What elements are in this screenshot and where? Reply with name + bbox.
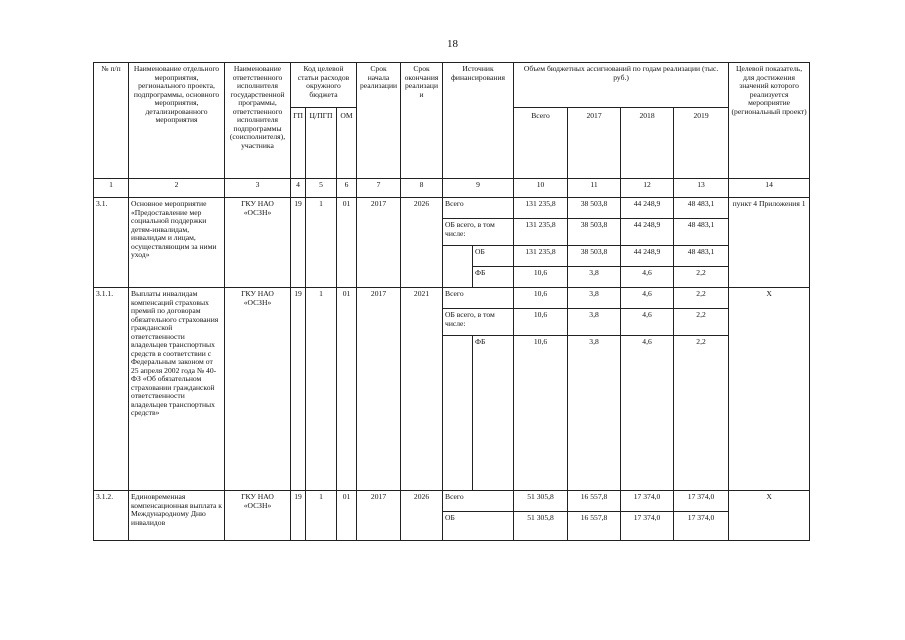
- header-total: Всего: [514, 108, 568, 179]
- source-indent: [443, 336, 473, 491]
- colnum: 12: [621, 179, 674, 198]
- row-cpgp: 1: [306, 198, 337, 288]
- colnum: 11: [568, 179, 621, 198]
- colnum: 5: [306, 179, 337, 198]
- row-gp: 19: [291, 288, 306, 491]
- value-2019: 2,2: [674, 267, 729, 288]
- value-2018: 17 374,0: [621, 491, 674, 512]
- header-executor: Наименование ответственного исполнителя государственной программы, ответственного исполнителя подпрограммы (соисполнителя), участника: [225, 63, 291, 179]
- row-name: Выплаты инвалидам компенсаций страховых премий по договорам обязательного страхования гражданской ответственности владельцев транспортных средств в соответствии с Федеральным законом от 25 апреля 2002 года № 40-ФЗ «Об обязательном страховании гражданской ответственности владельцев транспортных средств»: [129, 288, 225, 491]
- row-executor: ГКУ НАО «ОСЗН»: [225, 288, 291, 491]
- header-code-om: ОМ: [337, 108, 357, 179]
- row-om: 01: [337, 288, 357, 491]
- value-2019: 17 374,0: [674, 491, 729, 512]
- source-label: ОБ всего, в том числе:: [443, 309, 514, 336]
- source-label: Всего: [443, 491, 514, 512]
- row-name: Единовременная компенсационная выплата к Международному Дню инвалидов: [129, 491, 225, 541]
- source-label: ФБ: [473, 267, 514, 288]
- colnum: 1: [94, 179, 129, 198]
- value-2019: 2,2: [674, 288, 729, 309]
- colnum: 9: [443, 179, 514, 198]
- value-2017: 3,8: [568, 336, 621, 491]
- row-cpgp: 1: [306, 491, 337, 541]
- header-code-gp: ГП: [291, 108, 306, 179]
- value-2019: 48 483,1: [674, 246, 729, 267]
- source-label: ОБ: [473, 246, 514, 267]
- header-year-2018: 2018: [621, 108, 674, 179]
- colnum: 14: [729, 179, 810, 198]
- value-2019: 2,2: [674, 336, 729, 491]
- row-om: 01: [337, 198, 357, 288]
- header-source: Источник финансирования: [443, 63, 514, 179]
- budget-table: [93, 62, 810, 541]
- source-label: Всего: [443, 198, 514, 219]
- row-om: 01: [337, 491, 357, 541]
- colnum: 10: [514, 179, 568, 198]
- table-row: [94, 491, 810, 512]
- value-total: 131 235,8: [514, 246, 568, 267]
- value-2018: 44 248,9: [621, 219, 674, 246]
- row-end: 2026: [401, 491, 443, 541]
- value-total: 10,6: [514, 267, 568, 288]
- row-num: 3.1.2.: [94, 491, 129, 541]
- header-end: Срок окончания реализации: [401, 63, 443, 179]
- header-name: Наименование отдельного мероприятия, регионального проекта, подпрограммы, основного мероприятия, детализированного мероприятия: [129, 63, 225, 179]
- header-year-2017: 2017: [568, 108, 621, 179]
- value-2019: 2,2: [674, 309, 729, 336]
- value-2017: 38 503,8: [568, 219, 621, 246]
- colnum: 4: [291, 179, 306, 198]
- row-indicator: Х: [729, 491, 810, 541]
- value-total: 51 305,8: [514, 491, 568, 512]
- colnum: 3: [225, 179, 291, 198]
- header-start: Срок начала реализации: [357, 63, 401, 179]
- row-indicator: пункт 4 Приложения 1: [729, 198, 810, 288]
- source-label: ОБ: [443, 512, 514, 541]
- value-total: 10,6: [514, 288, 568, 309]
- row-end: 2026: [401, 198, 443, 288]
- header-indicator: Целевой показатель, для достижения значений которого реализуется мероприятие (региональный проект): [729, 63, 810, 179]
- value-2019: 17 374,0: [674, 512, 729, 541]
- header-year-2019: 2019: [674, 108, 729, 179]
- source-label: Всего: [443, 288, 514, 309]
- source-label: ФБ: [473, 336, 514, 491]
- header-budget-group: Объем бюджетных ассигнований по годам реализации (тыс. руб.): [514, 63, 729, 108]
- value-total: 10,6: [514, 309, 568, 336]
- table-row: [94, 198, 810, 219]
- value-2018: 4,6: [621, 336, 674, 491]
- page-number: 18: [447, 38, 458, 50]
- value-2018: 4,6: [621, 309, 674, 336]
- value-2019: 48 483,1: [674, 198, 729, 219]
- colnum: 6: [337, 179, 357, 198]
- value-2018: 4,6: [621, 288, 674, 309]
- source-indent: [443, 246, 473, 288]
- colnum: 13: [674, 179, 729, 198]
- value-total: 51 305,8: [514, 512, 568, 541]
- value-2018: 44 248,9: [621, 246, 674, 267]
- value-2017: 38 503,8: [568, 198, 621, 219]
- header-num: № п/п: [94, 63, 129, 179]
- row-indicator: Х: [729, 288, 810, 491]
- row-num: 3.1.1.: [94, 288, 129, 491]
- value-2018: 4,6: [621, 267, 674, 288]
- value-2017: 16 557,8: [568, 512, 621, 541]
- colnum: 2: [129, 179, 225, 198]
- value-2017: 3,8: [568, 288, 621, 309]
- row-name: Основное мероприятие «Предоставление мер социальной поддержки детям-инвалидам, инвалидам и лицам, осуществляющим за ними уход»: [129, 198, 225, 288]
- value-2018: 44 248,9: [621, 198, 674, 219]
- value-2017: 3,8: [568, 267, 621, 288]
- header-code-group: Код целевой статьи расходов окружного бюджета: [291, 63, 357, 108]
- value-2019: 48 483,1: [674, 219, 729, 246]
- row-executor: ГКУ НАО «ОСЗН»: [225, 198, 291, 288]
- row-end: 2021: [401, 288, 443, 491]
- row-cpgp: 1: [306, 288, 337, 491]
- table-row: [94, 288, 810, 309]
- row-start: 2017: [357, 198, 401, 288]
- row-gp: 19: [291, 198, 306, 288]
- row-executor: ГКУ НАО «ОСЗН»: [225, 491, 291, 541]
- column-numbers-row: [94, 179, 810, 198]
- colnum: 7: [357, 179, 401, 198]
- value-2017: 38 503,8: [568, 246, 621, 267]
- value-total: 10,6: [514, 336, 568, 491]
- value-total: 131 235,8: [514, 219, 568, 246]
- value-total: 131 235,8: [514, 198, 568, 219]
- row-start: 2017: [357, 491, 401, 541]
- row-gp: 19: [291, 491, 306, 541]
- row-start: 2017: [357, 288, 401, 491]
- value-2018: 17 374,0: [621, 512, 674, 541]
- value-2017: 3,8: [568, 309, 621, 336]
- source-label: ОБ всего, в том числе:: [443, 219, 514, 246]
- colnum: 8: [401, 179, 443, 198]
- table-header-row: [94, 63, 810, 108]
- header-code-cpgp: Ц/ПГП: [306, 108, 337, 179]
- value-2017: 16 557,8: [568, 491, 621, 512]
- row-num: 3.1.: [94, 198, 129, 288]
